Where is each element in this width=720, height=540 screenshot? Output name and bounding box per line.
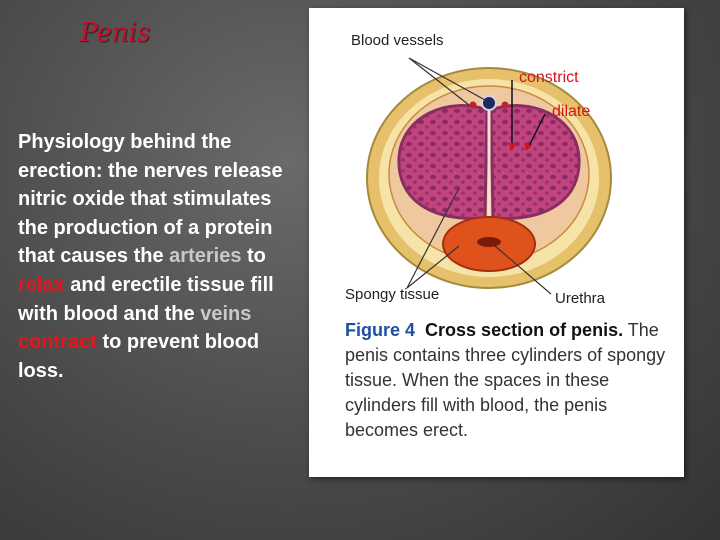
veins-highlight: veins bbox=[200, 302, 252, 325]
caption-heading: Cross section of penis. bbox=[425, 320, 624, 340]
relax-highlight: relax bbox=[18, 273, 65, 296]
anatomy-figure bbox=[309, 8, 684, 477]
body-text-part: to bbox=[241, 245, 266, 268]
dorsal-vein bbox=[482, 96, 496, 110]
body-text-part: and erectile tissue fill with blood and the bbox=[18, 273, 274, 325]
annotation-constrict: constrict bbox=[519, 69, 579, 86]
body-text-part: Physiology behind the erection bbox=[18, 131, 232, 182]
dorsal-artery-right bbox=[502, 102, 509, 109]
urethra-lumen bbox=[477, 237, 501, 247]
caption-figure-number: Figure 4 bbox=[345, 320, 416, 340]
contract-highlight: contract bbox=[18, 331, 97, 354]
slide-title: Penis bbox=[80, 18, 151, 48]
annotation-dilate: dilate bbox=[552, 103, 591, 120]
arteries-highlight: arteries bbox=[169, 245, 242, 268]
dorsal-artery-left bbox=[470, 102, 477, 109]
caption-text: The penis contains three cylinders of spongy tissue. When the spaces in these cylinders fill with blood, the penis becomes erect. bbox=[345, 320, 666, 440]
figure-caption bbox=[345, 318, 675, 443]
label-blood-vessels: Blood vessels bbox=[351, 32, 444, 49]
label-urethra: Urethra bbox=[555, 290, 606, 307]
cross-section-diagram bbox=[309, 8, 684, 308]
body-text bbox=[18, 128, 288, 385]
label-spongy-tissue: Spongy tissue bbox=[345, 286, 440, 303]
body-text-part: to prevent blood loss. bbox=[18, 331, 260, 382]
body-text-part: : the nerves release nitric oxide that stimulates the production of a protein that causes the bbox=[18, 159, 283, 268]
